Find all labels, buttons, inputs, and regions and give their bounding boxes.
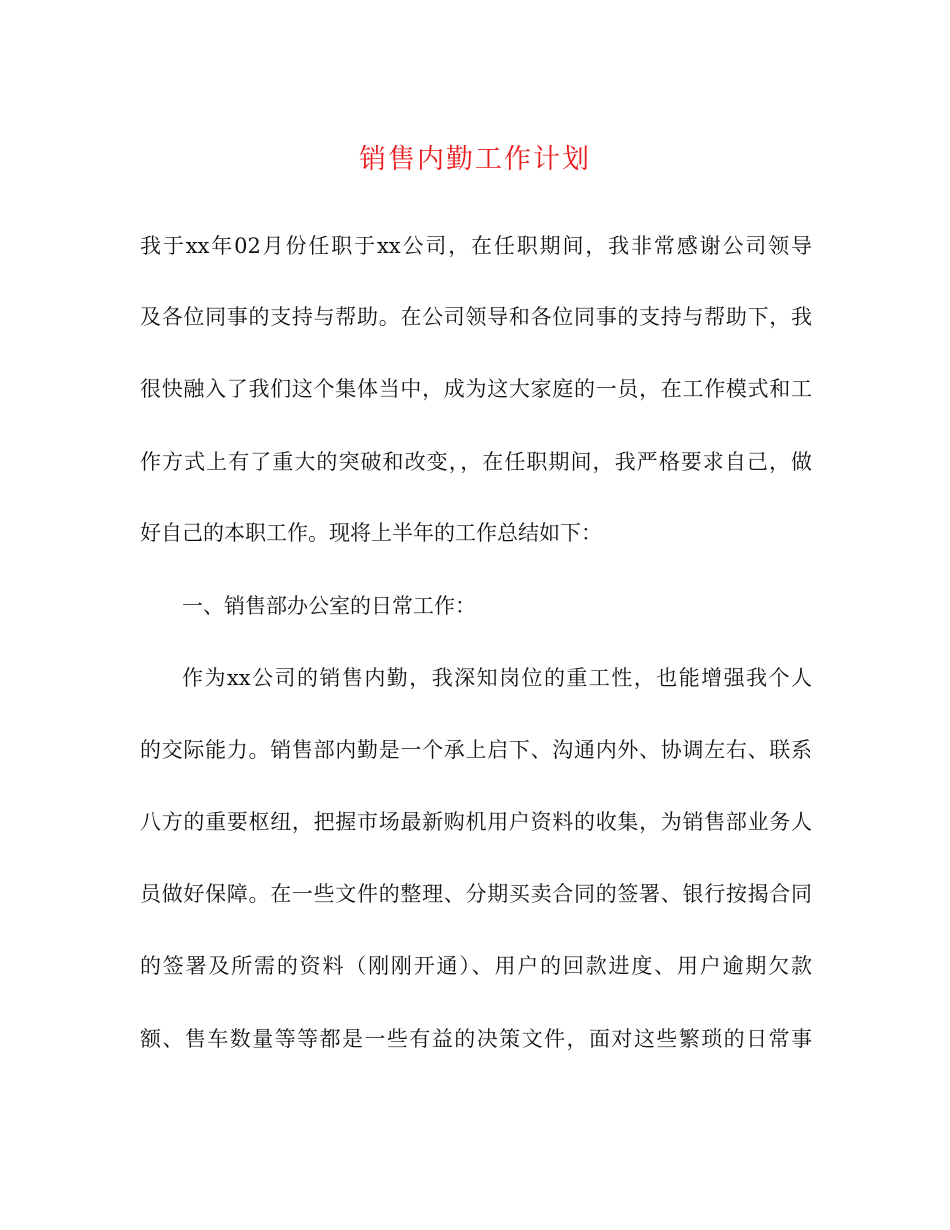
paragraph-line: 的签署及所需的资料（刚刚开通）、用户的回款进度、用户逾期欠款: [140, 954, 812, 978]
paragraph-line: 作方式上有了重大的突破和改变，，在任职期间，我严格要求自己，做: [140, 450, 812, 474]
paragraph-line: 员做好保障。在一些文件的整理、分期买卖合同的签署、银行按揭合同: [140, 882, 812, 906]
paragraph-line: 八方的重要枢纽，把握市场最新购机用户资料的收集，为销售部业务人: [140, 810, 812, 834]
paragraph-line: 我于xx年02月份任职于xx公司，在任职期间，我非常感谢公司领导: [140, 234, 812, 258]
paragraph-line: 额、售车数量等等都是一些有益的决策文件，面对这些繁琐的日常事: [140, 1027, 812, 1051]
section-heading: 一、销售部办公室的日常工作：: [182, 594, 476, 618]
paragraph-line: 作为xx公司的销售内勤，我深知岗位的重工性，也能增强我个人: [182, 666, 812, 690]
paragraph-line: 好自己的本职工作。现将上半年的工作总结如下：: [140, 521, 602, 545]
paragraph-line: 及各位同事的支持与帮助。在公司领导和各位同事的支持与帮助下，我: [140, 305, 812, 329]
document-title: 销售内勤工作计划: [359, 144, 591, 175]
paragraph-line: 很快融入了我们这个集体当中，成为这大家庭的一员，在工作模式和工: [140, 377, 812, 401]
paragraph-line: 的交际能力。销售部内勤是一个承上启下、沟通内外、协调左右、联系: [140, 738, 812, 762]
